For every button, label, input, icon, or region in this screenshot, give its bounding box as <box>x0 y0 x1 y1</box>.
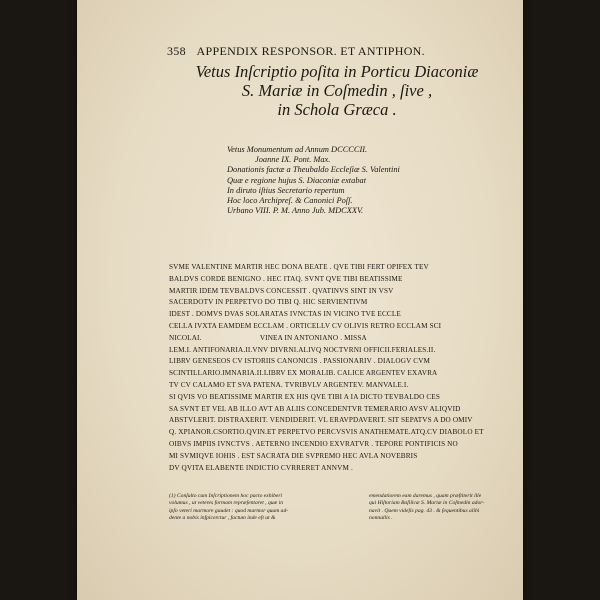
inscription-line: TV CV CALAMO ET SVA PATENA. TVRIBVLV ARGENTEV. MANVALE.I. <box>169 380 409 389</box>
book-page <box>77 0 560 600</box>
footnote-left-column <box>169 493 343 522</box>
monument-description <box>227 145 457 216</box>
inscription-line: Q. XPIANOR.CSORTIO.QVIN.ET PERPETVO PERCVSVIS ANATHEMATE.ATQ.CV DIABOLO ET <box>169 428 484 437</box>
title-line: S. Mariæ in Coſmedin , ſive , <box>241 81 433 100</box>
inscription-line: CELLA IVXTA EAMDEM ECCLAM . ORTICELLV CV OLIVIS RETRO ECCLAM SCI <box>169 321 442 330</box>
inscription-line: MARTIR IDEM TEVBALDVS CONCESSIT . QVATINVS SINT IN VSV <box>169 286 394 295</box>
subtitle-line: Quæ e regione hujus S. Diaconiæ extabat <box>227 175 367 185</box>
inscription-line: LIBRV GENESEOS CV ISTORIIS CANONICIS . PASSIONARIV . DIALOGV CVM <box>169 357 431 366</box>
inscription-line: SCINTILLARIO.IMNARIA.II.LIBRV EX MORALIB. CALICE ARGENTEV EXAVRA <box>169 369 438 378</box>
inscription-line: DV QVITA ELABENTE INDICTIO CVRRERET ANNVM . <box>169 463 353 472</box>
footnote-line: nonnullis . <box>369 514 393 521</box>
footnote-line: emendatiorem eam daremus , quam præſtiterit ille <box>369 493 482 499</box>
inscription-title <box>167 62 507 119</box>
inscription-line: OIBVS IMPIIS IVNCTVS . AETERNO INCENDIO EXVRATVR . TEPORE PONTIFICIS NO <box>169 439 458 448</box>
subtitle-line: Donationis factæ a Theubaldo Eccleſiæ S. Valentini <box>227 165 400 175</box>
subtitle-line: Joanne IX. Pont. Max. <box>255 155 331 165</box>
footnote-line: ipſo veteri marmore gaudet : quod marmor quum ad- <box>169 507 289 514</box>
subtitle-line: Hoc loco Archipreſ. & Canonici Poſſ. <box>227 196 353 206</box>
footnote-line: volumus , ut veteres formam repræſentaret , quæ in <box>169 500 284 507</box>
subtitle-line: In diruto iſtius Secretario repertum <box>227 185 345 195</box>
title-line: Vetus Inſcriptio poſita in Porticu Diaconiæ <box>195 62 479 81</box>
footnote-line: qui Hiſtoriam Baſilicæ S. Mariæ in Coſmedin ador- <box>369 500 485 507</box>
inscription-text <box>169 262 569 474</box>
footnote-line: (1) Conſulto cum Inſcriptionem hoc pacto exhiberi <box>169 493 283 499</box>
inscription-line: SVME VALENTINE MARTIR HEC DONA BEATE . QVE TIBI FERT OPIFEX TEV <box>169 263 429 271</box>
inscription-line: NICOLAI. VINEA IN ANTONIANO . MISSA <box>169 333 367 342</box>
inscription-line: SACERDOTV IN PERPETVO DO TIBI Q. HIC SERVIENTIVM <box>169 298 368 307</box>
subtitle-line: Vetus Monumentum ad Annum DCCCCII. <box>227 145 368 154</box>
running-head-text: APPENDIX RESPONSOR. ET ANTIPHON. <box>196 44 425 58</box>
inscription-line: SA SVNT ET VEL AB ILLO AVT AB ALIIS CONCEDENTVR TEMERARIO AVSV ALIQVID <box>169 404 461 413</box>
page-number: 358 <box>167 44 186 58</box>
subtitle-line: Urbano VIII. P. M. Anno Jub. MDCXXV. <box>227 206 364 216</box>
inscription-line: IDEST . DOMVS DVAS SOLARATAS IVNCTAS IN VICINO TVE ECCLE <box>169 310 401 319</box>
footnote-line: navit . Quem videſis pag. 43 . & ſequentibus alibi <box>369 507 480 514</box>
title-line: in Schola Græca . <box>277 100 397 119</box>
footnote-right-column <box>369 493 543 522</box>
inscription-line: LEM.I. ANTIFONARIA.II.VNV DIVRNI.ALIVQ NOCTVRNI OFFICII.FERIALES.II. <box>169 345 436 354</box>
inscription-line: BALDVS CORDE BENIGNO . HEC ITAQ. SVNT QVE TIBI BEATISSIME <box>169 274 403 283</box>
inscription-line: SI QVIS VO BEATISSIME MARTIR EX HIS QVE TIBI A IA DICTO TEVBALDO CES <box>169 392 440 401</box>
catchword: INDEX <box>526 483 560 494</box>
inscription-line: MI SVMIQVE IOHIS . EST SACRATA DIE SVPREMO HEC AVLA NOVEBRIS <box>169 451 418 460</box>
footnote-line: dente a nobis inſpicerctur , factum inde eſt ut & <box>169 514 276 521</box>
running-head <box>167 44 547 59</box>
inscription-line: ABSTVLERIT. DISTRAXERIT. VENDIDERIT. VL ERAVPDAVERIT. SIT SEPATVS A DO OMIV <box>169 416 473 425</box>
